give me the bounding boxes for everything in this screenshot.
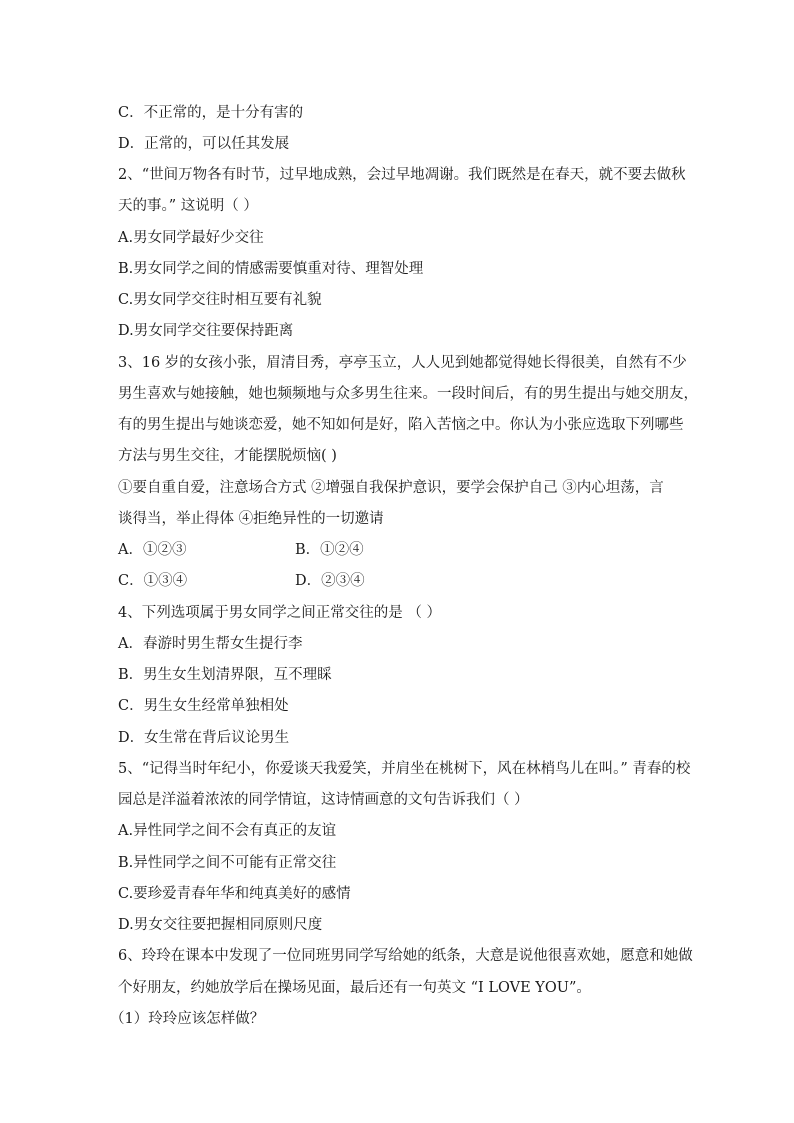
question-3-statements-2: 谈得当，举止得体 ④拒绝异性的一切邀请: [118, 511, 384, 527]
option-d-q2: D.男女同学交往要保持距离: [118, 323, 294, 339]
question-3-line-4: 方法与男生交往，才能摆脱烦恼( ): [118, 448, 337, 464]
option-c-q2: C.男女同学交往时相互要有礼貌: [118, 292, 322, 308]
question-3-line-1: 3、16 岁的女孩小张，眉清目秀，亭亭玉立，人人见到她都觉得她长得很美，自然有不少: [118, 355, 687, 371]
option-c-q3: C．①③④: [118, 573, 188, 589]
option-c-q5: C.要珍爱青春年华和纯真美好的感情: [118, 886, 351, 902]
question-5-line-1: 5、“记得当时年纪小，你爱谈天我爱笑，并肩坐在桃树下，风在林梢鸟儿在叫。” 青春的校: [118, 761, 691, 777]
question-3-statements-1: ①要自重自爱，注意场合方式 ②增强自我保护意识，要学会保护自己 ③内心坦荡，言: [118, 480, 664, 496]
question-2-line-2: 天的事。” 这说明（ ）: [118, 198, 258, 214]
question-6-line-1: 6、玲玲在课本中发现了一位同班男同学写给她的纸条，大意是说他很喜欢她，愿意和她做: [118, 948, 693, 964]
option-b-q5: B.异性同学之间不可能有正常交往: [118, 855, 337, 871]
option-a-q5: A.异性同学之间不会有真正的友谊: [118, 823, 337, 839]
question-4: 4、下列选项属于男女同学之间正常交往的是 （ ）: [118, 605, 441, 621]
question-2-line-1: 2、“世间万物各有时节，过早地成熟，会过早地凋谢。我们既然是在春天，就不要去做秋: [118, 167, 686, 183]
question-3-line-3: 有的男生提出与她谈恋爱，她不知如何是好，陷入苦恼之中。你认为小张应选取下列哪些: [118, 417, 684, 433]
option-b-q2: B.男女同学之间的情感需要慎重对待、理智处理: [118, 261, 424, 277]
question-5-line-2: 园总是洋溢着浓浓的同学情谊，这诗情画意的文句告诉我们（ ）: [118, 792, 529, 808]
option-d-q1: D．正常的，可以任其发展: [118, 136, 290, 152]
option-d-q4: D．女生常在背后议论男生: [118, 730, 290, 746]
option-d-q3: D．②③④: [295, 573, 365, 589]
option-b-q4: B．男生女生划清界限，互不理睬: [118, 667, 332, 683]
question-6-subquestion-1: （1）玲玲应该怎样做？: [110, 1011, 265, 1027]
question-3-line-2: 男生喜欢与她接触，她也频频地与众多男生往来。一段时间后，有的男生提出与她交朋友，: [118, 386, 698, 402]
option-c-q4: C．男生女生经常单独相处: [118, 698, 289, 714]
question-6-line-2: 个好朋友，约她放学后在操场见面，最后还有一句英文 “I LOVE YOU”。: [118, 980, 591, 996]
option-d-q5: D.男女交往要把握相同原则尺度: [118, 917, 323, 933]
option-b-q3: B．①②④: [295, 542, 364, 558]
option-c-q1: C．不正常的，是十分有害的: [118, 105, 304, 121]
option-a-q2: A.男女同学最好少交往: [118, 230, 264, 246]
option-a-q4: A．春游时男生帮女生提行李: [118, 636, 303, 652]
option-a-q3: A．①②③: [118, 542, 187, 558]
